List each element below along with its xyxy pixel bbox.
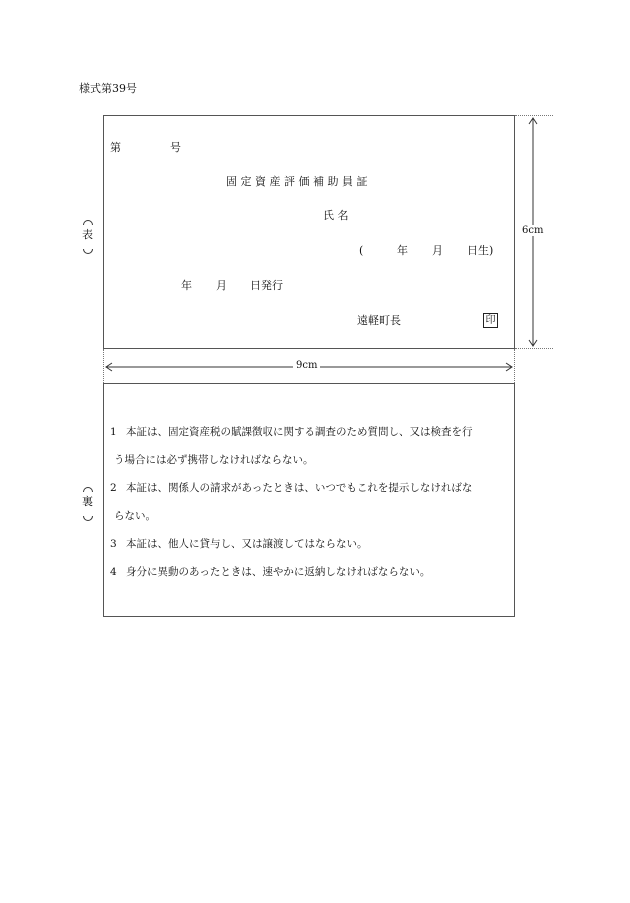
rule-2-line-2: らない。 bbox=[114, 510, 156, 522]
certificate-front bbox=[103, 115, 515, 349]
front-side-label: 表 bbox=[80, 220, 98, 254]
seal-mark: 印 bbox=[483, 313, 498, 328]
number-prefix: 第 bbox=[110, 141, 121, 154]
birth-day: 日生) bbox=[467, 244, 494, 257]
rule-1-line-2: う場合には必ず携帯しなければならない。 bbox=[114, 454, 314, 466]
birth-month: 月 bbox=[432, 244, 443, 257]
issue-day: 日発行 bbox=[250, 279, 283, 292]
birth-year: 年 bbox=[397, 244, 408, 257]
width-label: 9cm bbox=[293, 360, 320, 371]
issuer-title: 遠軽町長 bbox=[357, 314, 401, 327]
rule-3-line-1: 本証は、他人に貸与し、又は譲渡してはならない。 bbox=[126, 538, 368, 550]
rule-1-number: 1 bbox=[110, 426, 117, 438]
certificate-back bbox=[103, 383, 515, 617]
rule-2-number: 2 bbox=[110, 482, 117, 494]
rule-4-number: 4 bbox=[110, 566, 117, 578]
certificate-title: 固 定 資 産 評 価 補 助 員 証 bbox=[226, 175, 368, 188]
rule-1-line-1: 本証は、固定資産税の賦課徴収に関する調査のため質問し、又は検査を行 bbox=[126, 426, 473, 438]
name-label: 氏 名 bbox=[323, 209, 349, 222]
issue-month: 月 bbox=[216, 279, 227, 292]
rule-4-line-1: 身分に異動のあったときは、速やかに返納しなければならない。 bbox=[126, 566, 431, 578]
birth-open-paren: ( bbox=[359, 244, 364, 257]
back-side-label: 裏 bbox=[80, 487, 98, 521]
height-label: 6cm bbox=[519, 225, 546, 236]
form-number: 様式第39号 bbox=[79, 82, 137, 95]
rule-2-line-1: 本証は、関係人の請求があったときは、いつでもこれを提示しなければな bbox=[126, 482, 473, 494]
rule-3-number: 3 bbox=[110, 538, 117, 550]
issue-year: 年 bbox=[181, 279, 192, 292]
number-suffix: 号 bbox=[170, 141, 181, 154]
